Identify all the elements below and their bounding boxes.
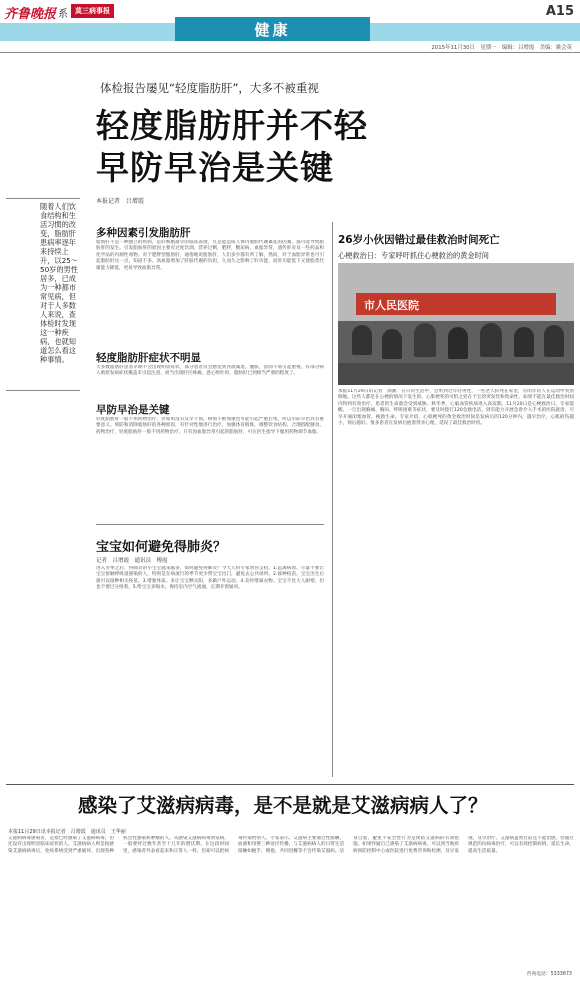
lede-rule-top <box>6 198 80 199</box>
article4-byline: 本报11月29日讯本报记者 吕增霞 通讯员 王华丽 <box>8 829 126 835</box>
article1-sub3: 早防早治是关键 <box>96 404 170 416</box>
article1-sub1: 多种因素引发脂肪肝 <box>96 227 191 239</box>
article1-sub2: 轻度脂肪肝症状不明显 <box>96 352 201 364</box>
masthead-logo: 齐鲁晚报 <box>4 7 57 22</box>
article3-headline: 26岁小伙因错过最佳救治时间死亡 <box>338 234 500 246</box>
article1-body2: 大多数脂肪肝患者早期不会出现明显症状，部分患者仅会感觉到食欲减退，腹胀，因而不易引起重视，有部分病人被原发病症状掩盖未引起注意，而当出现肝区疼痛，恶心呕吐时，脂肪肝已到相当严重的程度了。 <box>96 365 324 377</box>
article2-byline: 记者 吕增霞 通讯员 傅霞 <box>96 558 168 564</box>
section-badge: 莫三病事报 <box>71 4 114 18</box>
article2-body: 进入冬季之后，得肺炎的小宝宝越来越多，如何避免得肺炎？今天儿科专家帮你支招。1.远离病原。尽量不要让宝宝接触呼吸道感染的人，特别是在病流行的季节更少带宝宝出门，避免去公共场所。2.接种疫苗。宝宝出生后就可以接种相关疫苗。3.增强体质。多让宝宝晒太阳，多做户外运动。4.及时增减衣物。宝宝不比大人耐寒，但也不要过分捂着。5.给宝宝多喝水，保持室内空气流通，定期开窗通风。 <box>96 566 324 591</box>
dateline: 2015年11月30日 星期一 编辑：吕增霞 美编：姚会英 <box>431 45 572 51</box>
article1-byline: 本报记者 吕增霞 <box>96 198 145 205</box>
article4-rule <box>6 784 574 785</box>
article2-rule <box>96 524 324 525</box>
article1-headline-line2: 早防早治是关键 <box>96 148 334 187</box>
hospital-banner-text: 市人民医院 <box>364 299 419 312</box>
article4-headline: 感染了艾滋病病毒，是不是就是艾滋病病人了？ <box>78 794 488 817</box>
column-divider <box>332 222 333 777</box>
article4-body: 艾滋病病毒感染者，是指已经感染了艾滋病病毒，但还没有出现明显临床症状的人。艾滋病病人则是指感染艾滋病病毒后，免疫系统受到严重破坏，出现各种机会性感染和肿瘤的人。从感染艾滋病病毒到发病，一般要经过数年甚至十几年的潜伏期。在这段时间里，感染者外表看起来和正常人一样，但却可以把病毒传染给别人。专家表示，艾滋病主要通过性接触、血液和母婴三种途径传播，与艾滋病病人的日常生活接触如握手、拥抱、共同进餐等不会传染艾滋病。洁身自爱、避免不安全性行为是预防艾滋病的有效措施。如果怀疑自己感染了艾滋病病毒，可以到当地疾病预防控制中心或医院进行免费咨询和检测，及早发现，及早治疗。艾滋病虽然目前还不能治愈，但通过规范的抗病毒治疗，可以有效控制病情，延长生命，提高生活质量。 <box>8 836 574 854</box>
article3-photo <box>338 263 574 385</box>
article1-body1: 脂肪肝不是一种独立的疾病，是肝细胞最早的临床表现，凡是能造成人体内脂肪代谢紊乱的因素，都可能导致脂肪肝的发生。引发脂肪肝的原因主要有过度饮酒，营养过剩，肥胖，糖尿病，血脂异常，遗传肝炎及一些药品和化学品的内源性毒物。对于肥胖型脂肪肝，通俗地说脂肪肝，人们多少都有所了解，然而，对于血脂异常也可引起脂肪肝这一点，知道不多。高血脂增加了肝脏代谢的负担，久而久之影响了肝功能，而肝功能低下又使脂类代谢能力降低，更易导致血脂异常。 <box>96 240 324 271</box>
masthead-logo-suffix: 系 <box>58 9 68 20</box>
article2-headline: 宝宝如何避免得肺炎？ <box>96 540 227 555</box>
masthead <box>0 0 580 51</box>
section-band <box>175 17 370 41</box>
article1-headline-line1: 轻度脂肪肝并不轻 <box>96 106 368 145</box>
article4-contact: 咨询电话：5333673 <box>526 972 572 977</box>
page-number: A15 <box>545 4 574 19</box>
article3-subhead: 心梗救治日：专家呼吁抓住心梗救治的黄金时间 <box>338 251 489 260</box>
masthead-rule <box>0 52 580 53</box>
article1-lede: 随着人们饮食结构和生活习惯的改变，脂肪肝患病率逐年来持续上升，以25～50岁的男性居多，已成为一种都市常见病，但对于人多数人来说，查体检时发现这一种疾病，也就知道怎么看这种事情。 <box>40 202 78 364</box>
article1-body3: 轻度脂肪肝一般不用药物治疗，但如果没有及早干预，病情不断加重也可能引起严重后果，所以早防早治具有重要意义。预防和消除脂肪肝的各种原因，有针对性地进行治疗。加强体育锻炼，调整饮食结构，合理搭配膳食。药物治疗，轻度脂肪肝一般不用药物治疗，只有因血脂异常引起的脂肪肝，可在医生指导下服用药物调节血脂。 <box>96 417 324 435</box>
lede-rule-bottom <box>6 390 80 391</box>
section-title: 健康 <box>254 20 291 39</box>
article1-kicker: 体检报告屡见“轻度脂肪肝”，大多不被重视 <box>100 81 319 95</box>
article3-body: 本报11月29日讯记者 颜湘 在日常生活中，会听到过年轻男性，一些老人猝死在家里，有的年轻人在运动中突然倒地。这些人都是在心梗的情况下发生的。心肌梗死的可怕之处在于它的突发性和致命性，如果不能在最佳救治时间内得到有效治疗，患者的生命就会受到威胁。秋冬季，心脑血管疾病进入高发期。11月20日是心梗救治日，专家提醒，一旦出现胸痛、胸闷、呼吸困难等症状，要及时拨打120急救电话，到有能力开展急诊介入手术的医院就诊，尽早开通闭塞血管，挽救生命。专家介绍，心肌梗死的黄金救治时间是发病后的120分钟内，越早治疗，心肌损伤越小，预后越好。很多患者在发病后抱着侥幸心理，延误了最佳救治时机。 <box>338 389 574 427</box>
hospital-banner <box>356 293 556 315</box>
